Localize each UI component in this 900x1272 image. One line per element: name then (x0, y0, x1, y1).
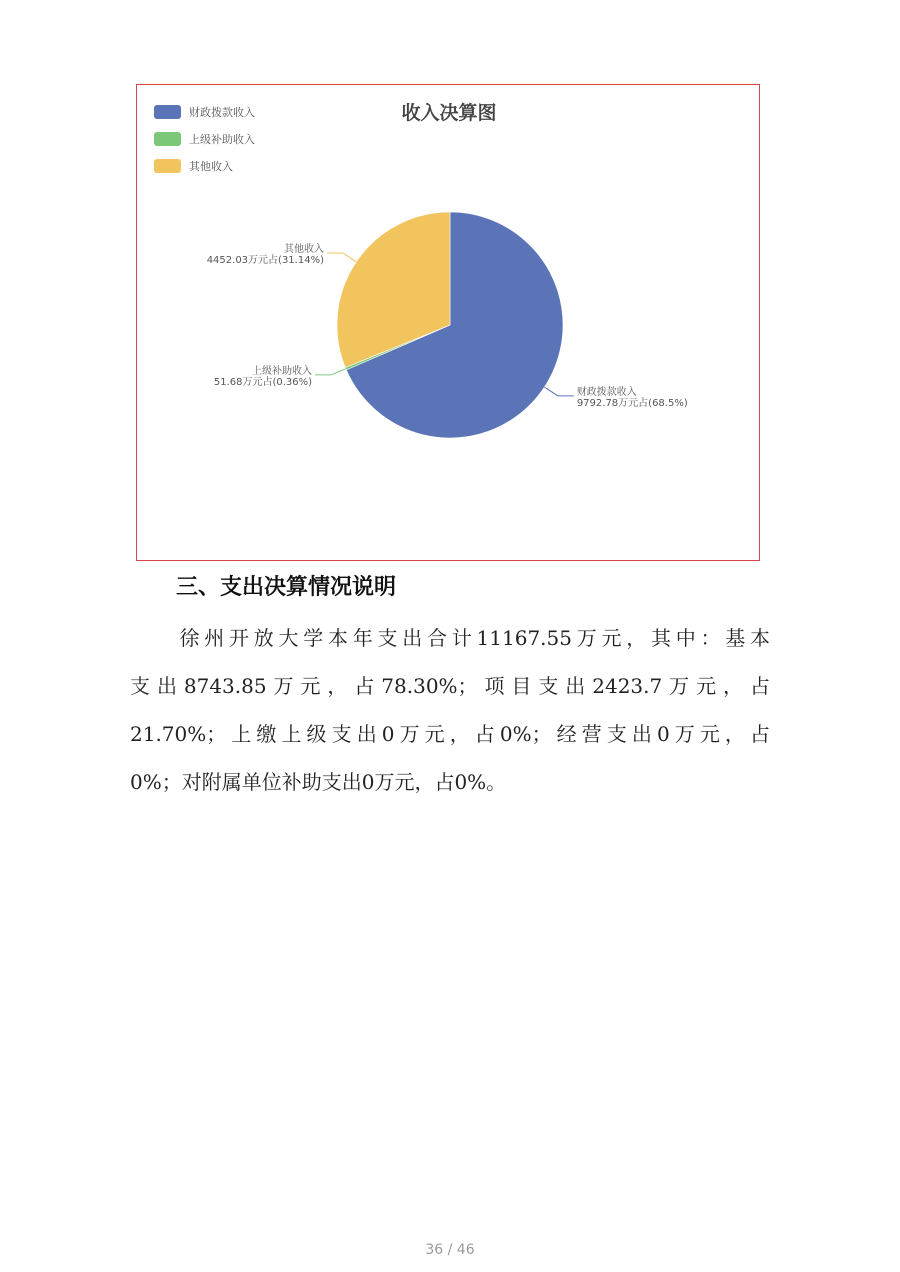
paragraph-line: 0%；对附属单位补助支出0万元，占0%。 (130, 770, 507, 794)
chart-title: 收入决算图 (401, 102, 497, 124)
legend-swatch (154, 132, 181, 146)
chart-frame (136, 84, 760, 561)
income-pie-chart (137, 85, 759, 560)
paragraph-line: 徐州开放大学本年支出合计11167.55万元，其中：基本 (130, 626, 770, 650)
slice-value-label: 4452.03万元占(31.14%) (206, 254, 324, 266)
label-leader-line (315, 369, 346, 375)
slice-name-label: 上级补助收入 (252, 365, 313, 377)
label-leader-line (544, 387, 573, 396)
paragraph-line: 支出8743.85万元，占78.30%；项目支出2423.7万元，占 (130, 674, 770, 698)
legend-label: 财政拨款收入 (189, 106, 255, 119)
legend-item (154, 105, 255, 119)
slice-value-label: 51.68万元占(0.36%) (213, 376, 313, 388)
legend-item (154, 132, 255, 146)
paragraph-line: 21.70%；上缴上级支出0万元，占0%；经营支出0万元，占 (130, 722, 770, 746)
pie-slices (337, 212, 563, 438)
label-leader-line (327, 253, 356, 262)
page-number: 36 / 46 (425, 1242, 475, 1258)
slice-value-label: 9792.78万元占(68.5%) (576, 397, 688, 409)
legend-swatch (154, 159, 181, 173)
legend-item (154, 159, 233, 173)
slice-name-label: 财政拨款收入 (576, 386, 637, 398)
chart-legend (154, 105, 255, 173)
legend-swatch (154, 105, 181, 119)
legend-label: 上级补助收入 (189, 133, 255, 146)
section-heading: 三、支出决算情况说明 (176, 575, 397, 600)
legend-label: 其他收入 (189, 160, 233, 173)
slice-name-label: 其他收入 (283, 243, 324, 255)
